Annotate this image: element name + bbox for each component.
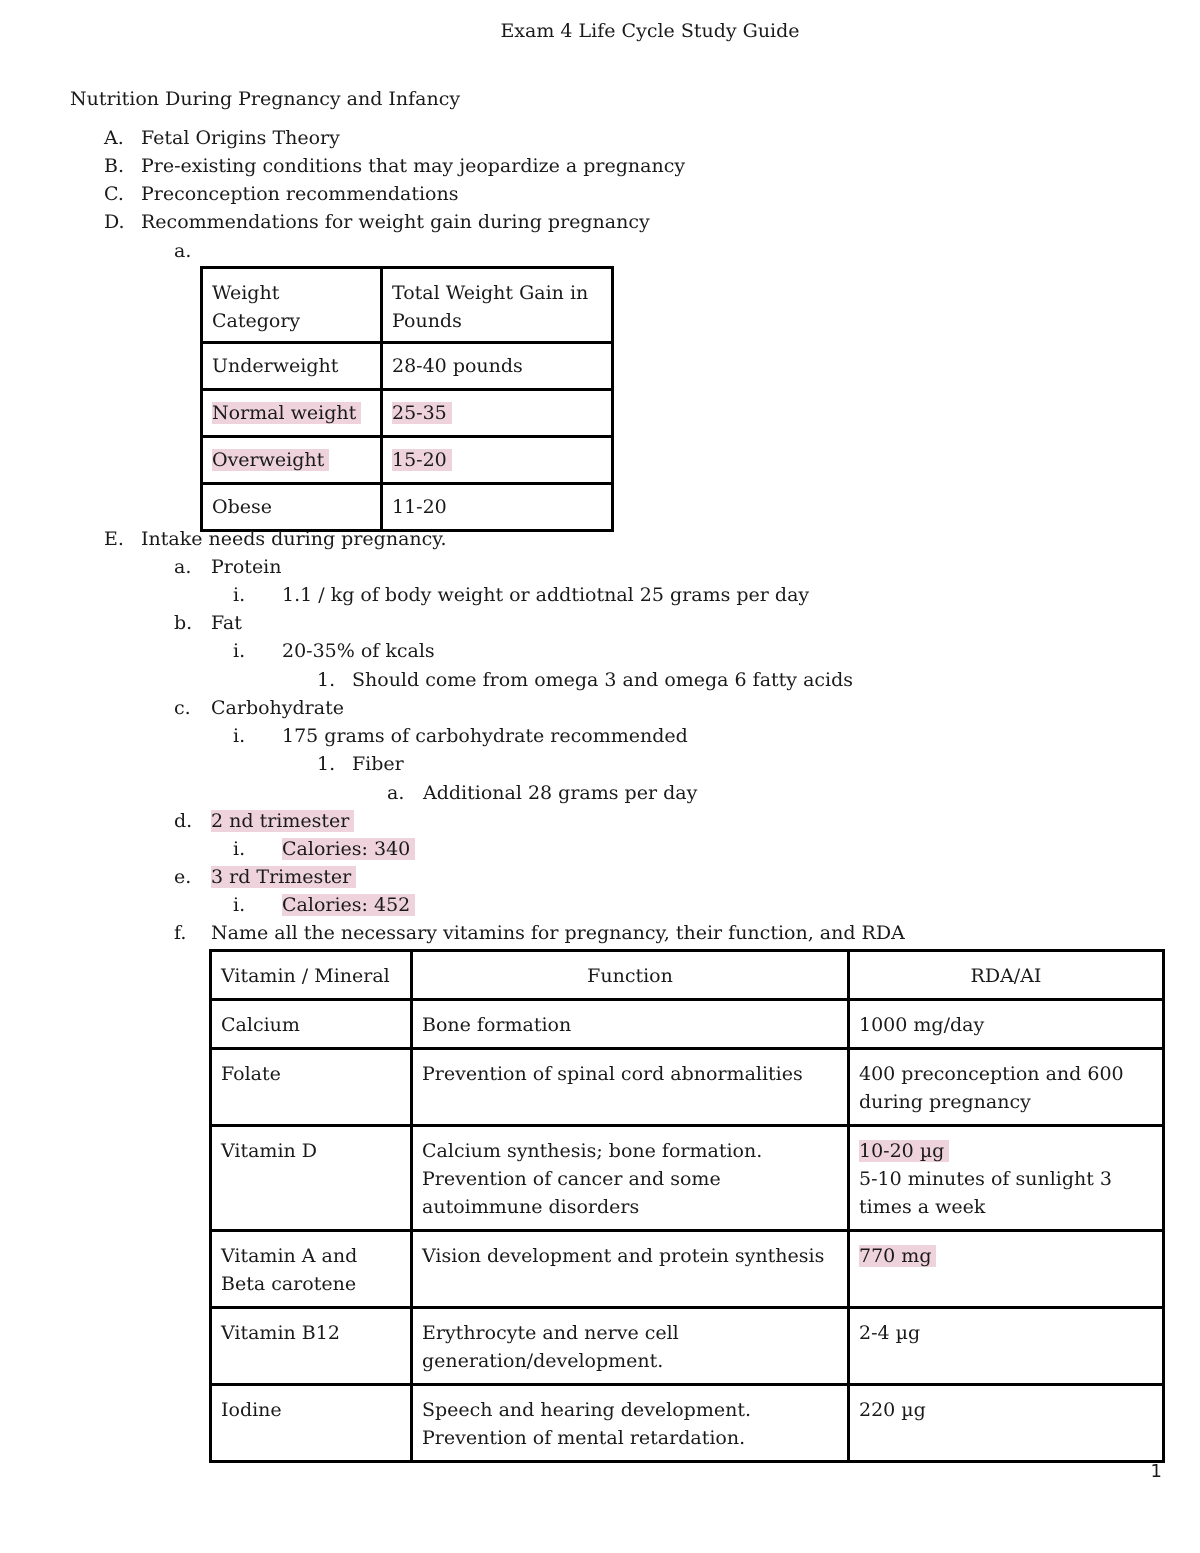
protein-marker: a. (174, 556, 192, 578)
category-normal-weight: Normal weight (212, 402, 361, 424)
carbohydrate-detail: 175 grams of carbohydrate recommended (282, 725, 688, 747)
vitamin-rda: 5-10 minutes of sunlight 3 times a week (859, 1168, 1113, 1218)
vitamins-label: Name all the necessary vitamins for pregnancy, their function, and RDA (211, 922, 905, 944)
table-row (202, 390, 613, 437)
gain-obese: 11-20 (392, 496, 447, 518)
table-header-cell (211, 951, 412, 1000)
outline-marker-b: B. (104, 155, 125, 177)
header-weight-category: Weight Category (212, 282, 301, 332)
vitamin-function: Calcium synthesis; bone formation. Prevention of cancer and some autoimmune disorders (422, 1140, 763, 1218)
page-title: Exam 4 Life Cycle Study Guide (500, 20, 800, 42)
table-row (202, 437, 613, 484)
vitamin-rda: 2-4 µg (859, 1322, 921, 1344)
table-cell (211, 1126, 412, 1231)
table-cell (211, 1308, 412, 1385)
outline-item-preconception: Preconception recommendations (141, 183, 459, 205)
vitamin-function: Bone formation (422, 1014, 572, 1036)
third-trimester-calories: Calories: 452 (282, 894, 415, 916)
outline-item-weight-gain: Recommendations for weight gain during pregnancy (141, 211, 650, 233)
second-trimester-label: 2 nd trimester (211, 810, 354, 832)
table-cell (849, 1126, 1164, 1231)
header-total-weight-gain: Total Weight Gain in Pounds (392, 282, 589, 332)
table-cell (382, 437, 613, 484)
header-vitamin-mineral: Vitamin / Mineral (221, 965, 390, 987)
category-underweight: Underweight (212, 355, 339, 377)
header-rda-ai: RDA/AI (970, 965, 1042, 987)
third-trimester-marker: e. (174, 866, 192, 888)
third-trimester-sub-marker: i. (233, 894, 246, 916)
vitamin-name: Vitamin B12 (221, 1322, 340, 1344)
category-obese: Obese (212, 496, 272, 518)
outline-item-preexisting-conditions: Pre-existing conditions that may jeopardize a pregnancy (141, 155, 686, 177)
fat-label: Fat (211, 612, 242, 634)
table-cell (412, 1308, 849, 1385)
vitamin-table (209, 949, 1165, 1463)
header-function: Function (587, 965, 673, 987)
table-cell (412, 1385, 849, 1462)
table-cell (849, 1308, 1164, 1385)
table-header-cell (849, 951, 1164, 1000)
table-cell (202, 484, 382, 531)
carbohydrate-marker: c. (174, 697, 191, 719)
vitamin-name: Folate (221, 1063, 281, 1085)
table-cell (849, 1231, 1164, 1308)
table-cell (849, 1000, 1164, 1049)
page-number: 1 (1150, 1461, 1162, 1482)
table-cell (382, 484, 613, 531)
table-cell (849, 1049, 1164, 1126)
vitamin-rda: 1000 mg/day (859, 1014, 985, 1036)
gain-overweight: 15-20 (392, 449, 452, 471)
table-header-row (211, 951, 1164, 1000)
outline-item-fetal-origins: Fetal Origins Theory (141, 127, 340, 149)
table-cell (412, 1000, 849, 1049)
vitamin-function: Vision development and protein synthesis (422, 1245, 825, 1267)
outline-marker-e: E. (104, 528, 124, 550)
table-cell (211, 1385, 412, 1462)
table-header-cell (202, 268, 382, 343)
fat-detail: 20-35% of kcals (282, 640, 435, 662)
weight-gain-sub-marker: a. (174, 240, 192, 262)
category-overweight: Overweight (212, 449, 329, 471)
protein-sub-marker: i. (233, 584, 246, 606)
vitamin-rda-highlight: 10-20 µg (859, 1140, 949, 1162)
table-cell (849, 1385, 1164, 1462)
fiber-detail: Additional 28 grams per day (423, 782, 698, 804)
second-trimester-sub-marker: i. (233, 838, 246, 860)
table-row (211, 1231, 1164, 1308)
fat-marker: b. (174, 612, 193, 634)
vitamin-rda-highlight: 770 mg (859, 1245, 936, 1267)
fat-sub-detail: Should come from omega 3 and omega 6 fatty acids (352, 669, 854, 691)
table-cell (412, 1049, 849, 1126)
outline-marker-d: D. (104, 211, 125, 233)
vitamin-rda: 400 preconception and 600 during pregnancy (859, 1063, 1124, 1113)
table-cell (412, 1126, 849, 1231)
vitamin-function: Erythrocyte and nerve cell generation/development. (422, 1322, 679, 1372)
vitamin-rda: 220 µg (859, 1399, 926, 1421)
protein-label: Protein (211, 556, 282, 578)
protein-detail: 1.1 / kg of body weight or addtiotnal 25 grams per day (282, 584, 810, 606)
table-cell (211, 1231, 412, 1308)
gain-normal-weight: 25-35 (392, 402, 452, 424)
third-trimester-label: 3 rd Trimester (211, 866, 356, 888)
table-row (202, 484, 613, 531)
table-cell (382, 343, 613, 390)
table-cell (202, 343, 382, 390)
fiber-detail-marker: a. (387, 782, 405, 804)
table-row (211, 1126, 1164, 1231)
table-row (211, 1049, 1164, 1126)
table-cell (211, 1049, 412, 1126)
table-row (211, 1385, 1164, 1462)
table-cell (202, 437, 382, 484)
table-cell (211, 1000, 412, 1049)
table-row (202, 343, 613, 390)
table-cell (202, 390, 382, 437)
table-row (211, 1308, 1164, 1385)
gain-underweight: 28-40 pounds (392, 355, 523, 377)
fat-sub-marker: i. (233, 640, 246, 662)
outline-marker-c: C. (104, 183, 124, 205)
weight-gain-table (200, 266, 614, 532)
fiber-label: Fiber (352, 753, 404, 775)
carbohydrate-label: Carbohydrate (211, 697, 344, 719)
outline-item-intake-needs: Intake needs during pregnancy. (141, 528, 447, 550)
carbohydrate-sub-marker: i. (233, 725, 246, 747)
second-trimester-marker: d. (174, 810, 193, 832)
section-heading: Nutrition During Pregnancy and Infancy (70, 88, 461, 110)
vitamin-function: Speech and hearing development. Prevention of mental retardation. (422, 1399, 751, 1449)
fat-sub-sub-marker: 1. (317, 669, 336, 691)
table-row (211, 1000, 1164, 1049)
table-header-row (202, 268, 613, 343)
vitamin-function: Prevention of spinal cord abnormalities (422, 1063, 803, 1085)
vitamins-marker: f. (174, 922, 187, 944)
vitamin-name: Vitamin A and Beta carotene (221, 1245, 358, 1295)
vitamin-name: Vitamin D (221, 1140, 318, 1162)
table-header-cell (382, 268, 613, 343)
table-cell (382, 390, 613, 437)
outline-marker-a: A. (104, 127, 124, 149)
vitamin-name: Calcium (221, 1014, 300, 1036)
second-trimester-calories: Calories: 340 (282, 838, 415, 860)
fiber-marker: 1. (317, 753, 336, 775)
table-cell (412, 1231, 849, 1308)
table-header-cell (412, 951, 849, 1000)
vitamin-name: Iodine (221, 1399, 282, 1421)
